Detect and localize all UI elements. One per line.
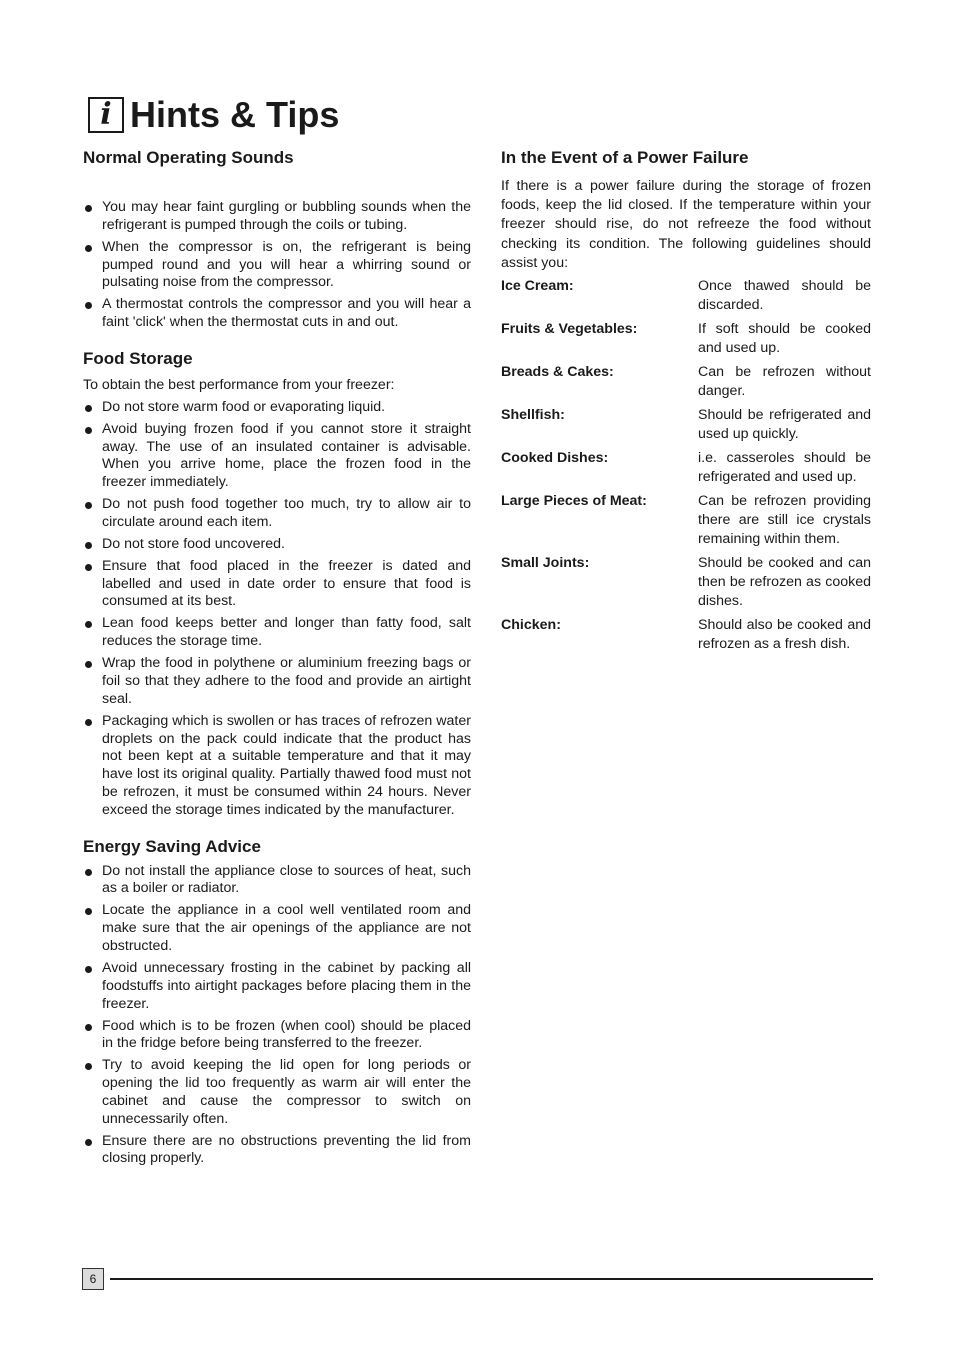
list-item: Locate the appliance in a cool well ventilated room and make sure that the air openings of the appliance are not obstructed. bbox=[83, 902, 471, 955]
table-row bbox=[501, 616, 871, 659]
guide-item: Large Pieces of Meat: bbox=[501, 493, 647, 510]
guide-advice: Should be refrigerated and used up quickly. bbox=[698, 407, 871, 443]
guide-item: Breads & Cakes: bbox=[501, 364, 614, 381]
list-item: Ensure there are no obstructions preventing the lid from closing properly. bbox=[83, 1133, 471, 1169]
left-column bbox=[83, 147, 471, 1172]
list-item: Do not install the appliance close to sources of heat, such as a boiler or radiator. bbox=[83, 863, 471, 899]
info-icon: i bbox=[88, 97, 124, 133]
guide-advice: Can be refrozen providing there are still ice crystals remaining within them. bbox=[698, 493, 871, 548]
list-item: Avoid buying frozen food if you cannot store it straight away. The use of an insulated container is advisable. When you arrive home, place the frozen food in the freezer immediately. bbox=[83, 421, 471, 492]
page-title-text: Hints & Tips bbox=[130, 94, 340, 135]
list-item: Ensure that food placed in the freezer is dated and labelled and used in date order to ensure that food is consumed at its best. bbox=[83, 558, 471, 611]
list-item: Packaging which is swollen or has traces of refrozen water droplets on the pack could indicate that the product has not been kept at a suitable temperature and that it may have lost its original quality. Partially thawed food must not be refrozen, it must be consumed within 24 hours. Never exceed the storage times indicated by the manufacturer. bbox=[83, 713, 471, 820]
list-item: When the compressor is on, the refrigerant is being pumped round and you will hear a whirring sound or pulsating noise from the compressor. bbox=[83, 239, 471, 292]
section-heading-energy-saving: Energy Saving Advice bbox=[83, 836, 261, 856]
guide-advice: i.e. casseroles should be refrigerated and used up. bbox=[698, 450, 871, 486]
list-item: A thermostat controls the compressor and you will hear a faint 'click' when the thermostat cuts in and out. bbox=[83, 296, 471, 332]
guide-advice: If soft should be cooked and used up. bbox=[698, 321, 871, 357]
table-row bbox=[501, 449, 871, 492]
guide-item: Chicken: bbox=[501, 617, 561, 634]
list-item: Food which is to be frozen (when cool) should be placed in the fridge before being transferred to the freezer. bbox=[83, 1018, 471, 1054]
guide-item: Fruits & Vegetables: bbox=[501, 321, 638, 338]
section-heading-operating-sounds: Normal Operating Sounds bbox=[83, 148, 294, 167]
power-failure-intro: If there is a power failure during the storage of frozen foods, keep the lid closed. If the temperature within your freezer should rise, do not refreeze the food without checking its condition. The following guidelines should assist you: bbox=[501, 178, 871, 271]
guide-item: Small Joints: bbox=[501, 555, 590, 572]
page-number: 6 bbox=[82, 1268, 104, 1290]
guide-advice: Should be cooked and can then be refrozen as cooked dishes. bbox=[698, 555, 871, 610]
section-heading-power-failure: In the Event of a Power Failure bbox=[501, 148, 749, 167]
table-row bbox=[501, 492, 871, 554]
table-row bbox=[501, 320, 871, 363]
power-failure-guide-table bbox=[501, 277, 871, 659]
guide-item: Ice Cream: bbox=[501, 278, 574, 295]
guide-advice: Once thawed should be discarded. bbox=[698, 278, 871, 314]
food-storage-list bbox=[83, 399, 471, 820]
food-storage-intro: To obtain the best performance from your freezer: bbox=[83, 376, 395, 393]
list-item: Avoid unnecessary frosting in the cabinet by packing all foodstuffs into airtight packages before placing them in the freezer. bbox=[83, 960, 471, 1013]
section-heading-food-storage: Food Storage bbox=[83, 348, 193, 368]
operating-sounds-list bbox=[83, 199, 471, 332]
guide-advice: Can be refrozen without danger. bbox=[698, 364, 871, 400]
list-item: You may hear faint gurgling or bubbling sounds when the refrigerant is pumped through the coils or tubing. bbox=[83, 199, 471, 235]
table-row bbox=[501, 406, 871, 449]
list-item: Do not store warm food or evaporating liquid. bbox=[83, 399, 471, 417]
guide-item: Shellfish: bbox=[501, 407, 565, 424]
right-column bbox=[501, 147, 871, 659]
list-item: Do not push food together too much, try to allow air to circulate around each item. bbox=[83, 496, 471, 532]
guide-advice: Should also be cooked and refrozen as a fresh dish. bbox=[698, 617, 871, 653]
list-item: Do not store food uncovered. bbox=[83, 536, 471, 554]
guide-item: Cooked Dishes: bbox=[501, 450, 609, 467]
list-item: Try to avoid keeping the lid open for long periods or opening the lid too frequently as warm air will enter the cabinet and cause the compressor to switch on unnecessarily often. bbox=[83, 1057, 471, 1128]
table-row bbox=[501, 363, 871, 406]
footer-divider bbox=[110, 1278, 873, 1280]
energy-saving-list bbox=[83, 863, 471, 1169]
list-item: Lean food keeps better and longer than fatty food, salt reduces the storage time. bbox=[83, 615, 471, 651]
list-item: Wrap the food in polythene or aluminium freezing bags or foil so that they adhere to the food and provide an airtight seal. bbox=[83, 655, 471, 708]
table-row bbox=[501, 554, 871, 616]
page-title bbox=[88, 92, 339, 138]
table-row bbox=[501, 277, 871, 320]
